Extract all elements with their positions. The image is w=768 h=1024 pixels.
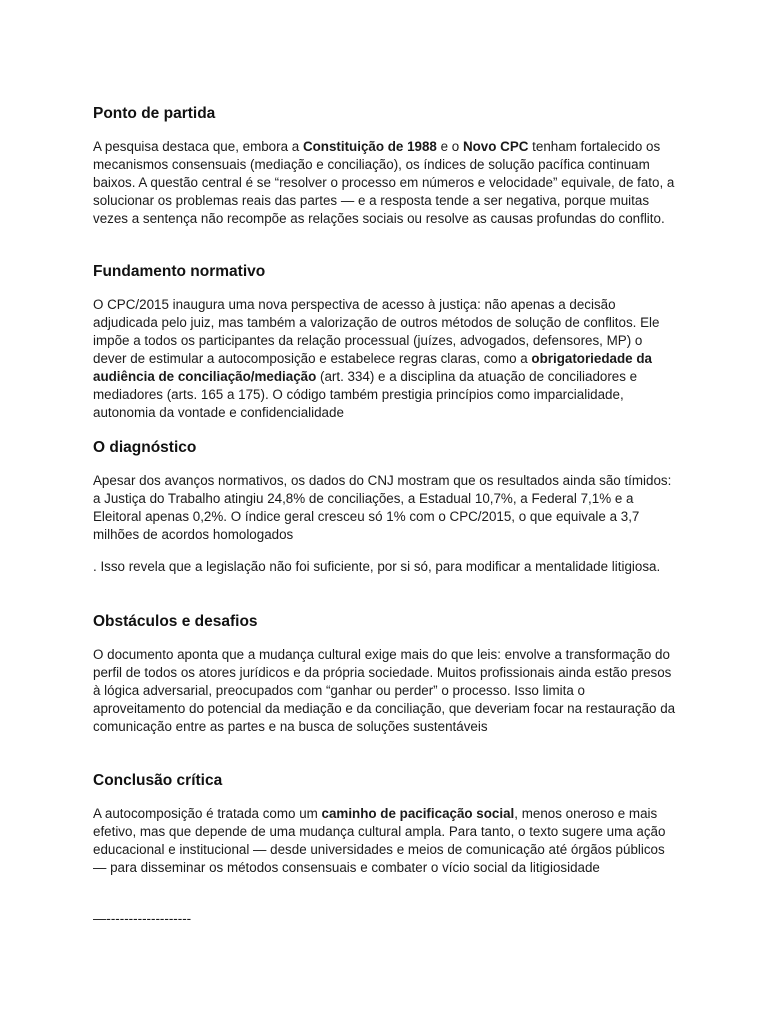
text-run: , menos oneroso e mais efetivo, mas que depende de uma mudança cultural ampla. Para tanto, o texto sugere uma ação educacional e institucional — desde universidades e meios de comunicação até órgãos públicos — para disseminar os métodos consensuais e combater o vício social da litigiosidade [93, 806, 666, 875]
section-obstaculos-e-desafios [93, 612, 678, 750]
bold-text: Novo CPC [462, 139, 529, 154]
section-paragraph: O documento aponta que a mudança cultural exige mais do que leis: envolve a transformação do perfil de todos os atores jurídicos e da própria sociedade. Muitos profissionais ainda estão presos à lógica adversarial, preocupados com “ganhar ou perder” o processo. Isso limita o aproveitamento do potencial da mediação e da conciliação, que deveriam focar na restauração da comunicação entre as partes e na busca de soluções sustentáveis [93, 647, 676, 734]
bold-text: caminho de pacificação social [321, 806, 515, 821]
section-paragraph [93, 805, 678, 877]
section-conclusao-critica [93, 771, 678, 891]
section-heading: Obstáculos e desafios [93, 613, 258, 630]
text-run: (art. 334) e a disciplina da atuação de conciliadores e mediadores (arts. 165 a 175). O código também prestigia princípios como imparcialidade, autonomia da vontade e confidencialidade [93, 369, 638, 420]
bold-text: Constituição de 1988 [302, 139, 437, 154]
text-run: e o [436, 139, 463, 154]
text-run: A autocomposição é tratada como um [93, 806, 322, 821]
bold-text: obrigatoriedade da audiência de conciliação/mediação [93, 351, 652, 384]
section-heading: Fundamento normativo [93, 263, 266, 280]
text-run: A pesquisa destaca que, embora a [93, 139, 303, 154]
text-run: O CPC/2015 inaugura uma nova perspectiva de acesso à justiça: não apenas a decisão adjudicada pelo juiz, mas também a valorização de outros métodos de solução de conflitos. Ele impõe a todos os participantes da relação processual (juízes, advogados, defensores, MP) o dever de estimular a autocomposição e estabelece regras claras, como a [93, 297, 660, 366]
section-paragraph: . Isso revela que a legislação não foi suficiente, por si só, para modificar a mentalidade litigiosa. [93, 559, 661, 574]
text-run: tenham fortalecido os mecanismos consensuais (mediação e conciliação), os índices de solução pacífica continuam baixos. A questão central é se “resolver o processo em números e velocidade” equivale, de fato, a solucionar os problemas reais das partes — e a resposta tende a ser negativa, porque muitas vezes a sentença não recompõe as relações sociais ou resolve as causas profundas do conflito. [93, 139, 675, 226]
section-heading: Conclusão crítica [93, 772, 223, 789]
section-paragraph [93, 138, 678, 228]
section-paragraph [93, 296, 678, 422]
section-heading: Ponto de partida [93, 105, 216, 122]
section-heading: O diagnóstico [93, 439, 197, 456]
section-fundamento-normativo [93, 262, 678, 436]
separator-line: —------------------- [93, 911, 192, 926]
section-o-diagnostico [93, 438, 678, 590]
section-ponto-de-partida [93, 104, 678, 242]
section-paragraph: Apesar dos avanços normativos, os dados do CNJ mostram que os resultados ainda são tímidos: a Justiça do Trabalho atingiu 24,8% de conciliações, a Estadual 10,7%, a Federal 7,1% e a Eleitoral apenas 0,2%. O índice geral cresceu só 1% com o CPC/2015, o que equivale a 3,7 milhões de acordos homologados [93, 473, 672, 542]
